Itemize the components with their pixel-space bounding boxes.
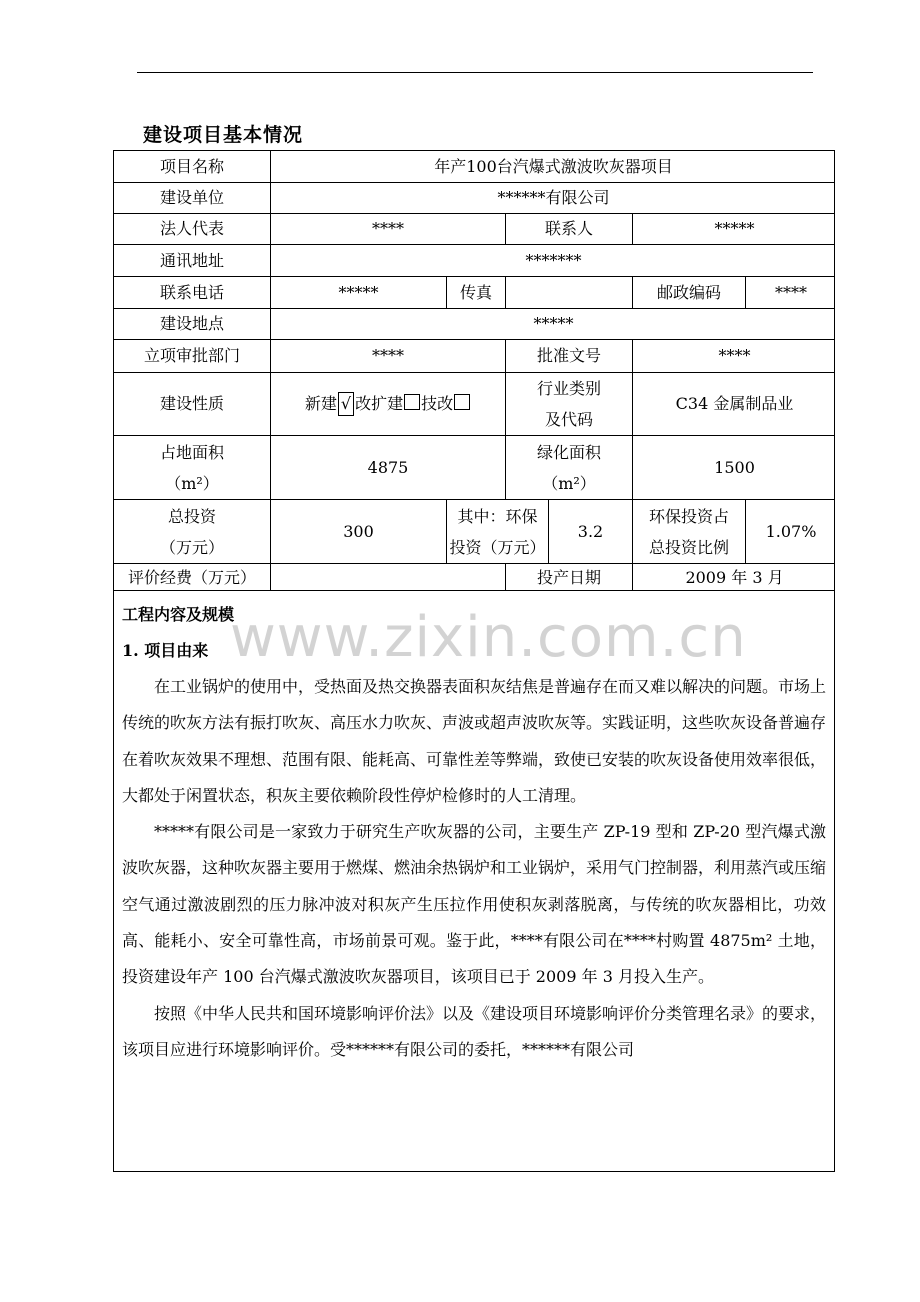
industry-label-line1: 行业类别	[536, 379, 601, 398]
nature-expand-label: 改扩建	[355, 394, 404, 413]
section-title: 建设项目基本情况	[143, 124, 304, 146]
contact-value: *****	[633, 214, 836, 245]
postcode-label: 邮政编码	[633, 277, 746, 309]
eval-cost-value	[271, 564, 506, 591]
postcode-value: ****	[746, 277, 836, 309]
nature-tech-label: 技改	[421, 394, 454, 413]
phone-label: 联系电话	[114, 277, 271, 309]
address-label: 通讯地址	[114, 245, 271, 277]
project-info-table	[113, 150, 835, 591]
contact-label: 联系人	[506, 214, 633, 245]
approval-doc-value: ****	[633, 340, 836, 373]
content-heading: 工程内容及规模	[122, 605, 235, 624]
total-invest-label	[114, 500, 271, 564]
nature-new-checkbox: √	[338, 392, 354, 416]
fax-value	[506, 277, 633, 309]
production-date-value: 2009 年 3 月	[633, 564, 836, 591]
address-value: *******	[271, 245, 836, 277]
project-info-frame	[113, 150, 835, 1172]
paragraph: *****有限公司是一家致力于研究生产吹灰器的公司，主要生产 ZP-19 型和 ZP-20 型汽爆式激波吹灰器，这种吹灰器主要用于燃煤、燃油余热锅炉和工业锅炉，采用气门控制器，利用蒸汽或压缩空气通过激波剧烈的压力脉冲波对积灰产生压拉作用使积灰剥落脱离，与传统的吹灰器相比，功效高、能耗小、安全可靠性高，市场前景可观。鉴于此，****有限公司在****村购置 4875m² 土地，投资建设年产 100 台汽爆式激波吹灰器项目，该项目已于 2009 年 3 月投入生产。	[122, 822, 827, 987]
site-value: *****	[271, 309, 836, 340]
approval-doc-label: 批准文号	[506, 340, 633, 373]
approval-dept-value: ****	[271, 340, 506, 373]
production-date-label: 投产日期	[506, 564, 633, 591]
nature-tech-checkbox	[454, 394, 470, 410]
green-area-value: 1500	[633, 436, 836, 500]
table-row	[114, 340, 836, 373]
total-invest-unit: （万元）	[159, 537, 224, 557]
paragraph: 在工业锅炉的使用中，受热面及热交换器表面积灰结焦是普遍存在而又难以解决的问题。市场上传统的吹灰方法有振打吹灰、高压水力吹灰、声波或超声波吹灰等。实践证明，这些吹灰设备普遍存在着吹灰效果不理想、范围有限、能耗高、可靠性差等弊端，致使已安装的吹灰设备使用效率很低，大都处于闲置状态，积灰主要依赖阶段性停炉检修时的人工清理。	[122, 677, 827, 805]
land-area-unit: （m²）	[165, 473, 219, 493]
legal-rep-value: ****	[271, 214, 506, 245]
total-invest-value: 300	[271, 500, 447, 564]
table-row	[114, 436, 836, 500]
env-invest-label-line2: 投资（万元）	[449, 537, 546, 557]
site-label: 建设地点	[114, 309, 271, 340]
industry-label-line2: 及代码	[544, 410, 593, 429]
green-area-label-text: 绿化面积	[536, 442, 601, 462]
land-area-label	[114, 436, 271, 500]
table-row	[114, 564, 836, 591]
project-name-value: 年产100台汽爆式激波吹灰器项目	[271, 151, 836, 183]
env-ratio-label-line1: 环保投资占	[648, 506, 729, 526]
watermark: www.zixin.com.cn	[230, 605, 747, 670]
env-ratio-value: 1.07%	[746, 500, 836, 564]
total-invest-label-text: 总投资	[167, 506, 216, 526]
table-row	[114, 373, 836, 436]
table-row	[114, 309, 836, 340]
env-invest-label	[447, 500, 549, 564]
nature-options	[271, 373, 506, 436]
table-row	[114, 214, 836, 245]
paragraph: 按照《中华人民共和国环境影响评价法》以及《建设项目环境影响评价分类管理名录》的要求，该项目应进行环境影响评价。受******有限公司的委托，******有限公司	[122, 1003, 827, 1059]
project-content	[122, 597, 826, 1068]
env-invest-value: 3.2	[549, 500, 633, 564]
table-row	[114, 500, 836, 564]
table-row	[114, 277, 836, 309]
nature-new-label: 新建	[304, 394, 337, 413]
green-area-unit: （m²）	[542, 473, 596, 493]
content-subheading: 1. 项目由来	[122, 641, 209, 660]
industry-label	[506, 373, 633, 436]
legal-rep-label: 法人代表	[114, 214, 271, 245]
land-area-label-text: 占地面积	[159, 442, 224, 462]
unit-value: ******有限公司	[271, 183, 836, 214]
table-row	[114, 245, 836, 277]
fax-label: 传真	[447, 277, 506, 309]
project-name-label: 项目名称	[114, 151, 271, 183]
phone-value: *****	[271, 277, 447, 309]
table-row	[114, 151, 836, 183]
approval-dept-label: 立项审批部门	[114, 340, 271, 373]
eval-cost-label: 评价经费（万元）	[114, 564, 271, 591]
nature-label: 建设性质	[114, 373, 271, 436]
nature-expand-checkbox	[404, 394, 420, 410]
unit-label: 建设单位	[114, 183, 271, 214]
industry-value: C34 金属制品业	[633, 373, 836, 436]
env-ratio-label	[633, 500, 746, 564]
env-invest-label-line1: 其中：环保	[457, 506, 538, 526]
green-area-label	[506, 436, 633, 500]
header-rule	[137, 72, 813, 73]
table-row	[114, 183, 836, 214]
land-area-value: 4875	[271, 436, 506, 500]
env-ratio-label-line2: 总投资比例	[648, 537, 729, 557]
